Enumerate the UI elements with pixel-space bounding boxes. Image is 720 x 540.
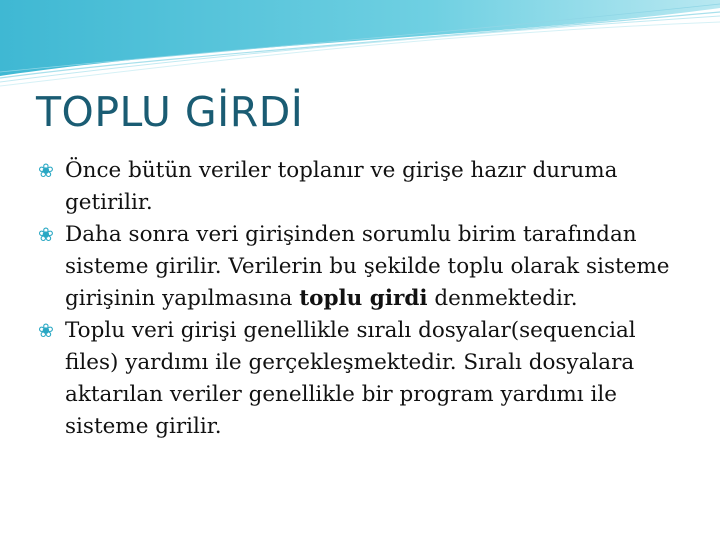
bullet-item — [36, 155, 686, 219]
flower-bullet-icon: ❀ — [38, 320, 54, 342]
bullet-text-bold: toplu girdi — [299, 286, 428, 311]
decorative-wave-banner — [0, 0, 720, 90]
bullet-text-end: denmektedir. — [427, 286, 578, 311]
bullet-item — [36, 219, 686, 315]
bullet-text-start: Daha sonra veri girişinden sorumlu birim tarafından sisteme girilir. Verilerin bu şekilde toplu olarak sisteme girişinin yapılmasına — [65, 222, 670, 311]
bullet-list — [36, 155, 686, 443]
slide-title: TOPLU GİRDİ — [36, 88, 304, 136]
flower-bullet-icon: ❀ — [38, 224, 54, 246]
bullet-text: Önce bütün veriler toplanır ve girişe hazır duruma getirilir. — [65, 158, 618, 215]
bullet-item — [36, 315, 686, 443]
flower-bullet-icon: ❀ — [38, 160, 54, 182]
bullet-text: Toplu veri girişi genellikle sıralı dosyalar(sequencial files) yardımı ile gerçekleşmektedir. Sıralı dosyalara aktarılan veriler genellikle bir program yardımı ile sisteme girilir. — [65, 318, 636, 439]
